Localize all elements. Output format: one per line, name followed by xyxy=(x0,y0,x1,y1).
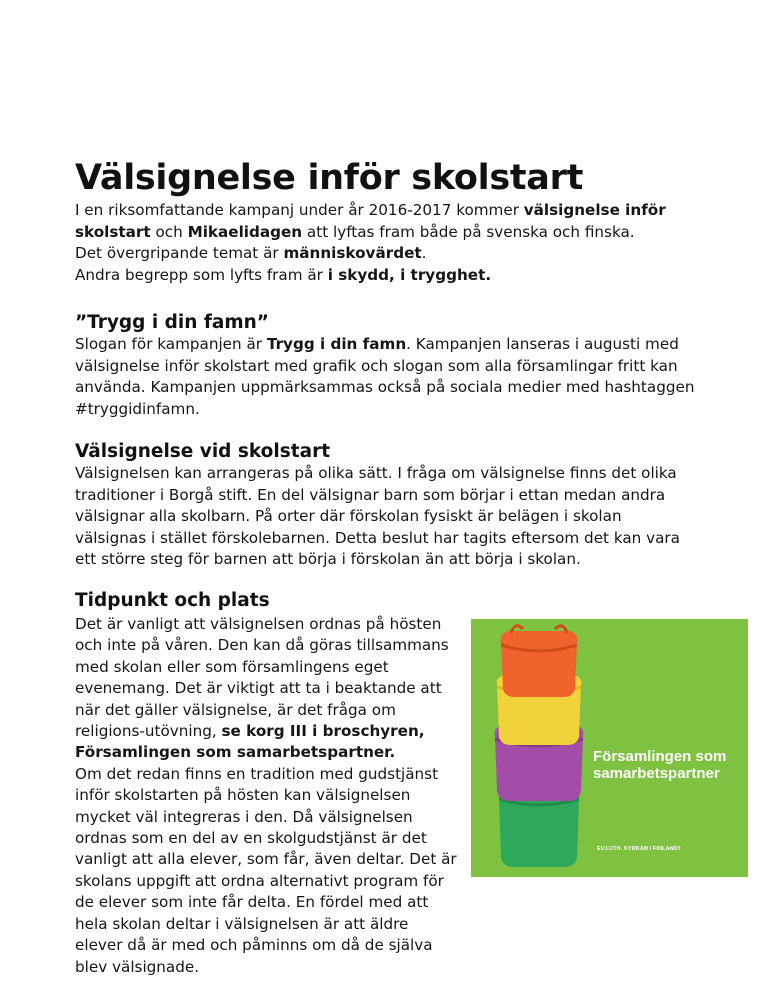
intro-line-1: I en riksomfattande kampanj under år 2016-2017 kommer välsignelse inför xyxy=(75,201,666,219)
time-place-paragraph xyxy=(75,614,460,978)
brochure-title: Församlingen som samarbetspartner xyxy=(593,748,727,782)
intro-line-3: Det övergripande temat är människovärdet. xyxy=(75,244,427,263)
slogan-heading: ”Trygg i din famn” xyxy=(75,312,269,333)
intro-line-4: Andra begrepp som lyfts fram är i skydd, i trygghet. xyxy=(75,265,492,284)
brochure-cover-image xyxy=(471,619,748,877)
blessing-heading: Välsignelse vid skolstart xyxy=(75,441,331,462)
blessing-paragraph: Välsignelsen kan arrangeras på olika sätt. I fråga om välsignelse finns det olika traditioner i Borgå stift. En del välsignar barn som börjar i ettan medan andra välsignar alla skolbarn. På orter där förskolan fysiskt är belägen i skolan välsignas i stället förskolebarnen. Detta beslut har tagits eftersom det kan vara ett större steg för barnen att börja i förskolan än att börja i skolan. xyxy=(75,464,680,569)
brochure-organization: EV.LUTH. KYRKAN I FINLAND† xyxy=(597,846,681,852)
intro-paragraph xyxy=(75,200,695,286)
cross-icon: † xyxy=(677,846,681,852)
time-place-text-1: Det är vanligt att välsignelsen ordnas på hösten och inte på våren. Den kan då göras tillsammans med skolan eller som församlingens eget evenemang. Det är viktigt att ta i beaktande att när det gäller välsignelse, är det fråga om religions-utövning, se korg III i broschyren, Församlingen som samarbetspartner. xyxy=(75,615,449,762)
time-place-text-2: Om det redan finns en tradition med gudstjänst inför skolstarten på hösten kan välsignelsen mycket väl integreras i den. Då välsignelsen ordnas som en del av en skolgudstjänst är det vanligt att alla elever, som får, även deltar. Det är skolans uppgift att ordna alternativt program för de elever som inte får delta. En fördel med att hela skolan deltar i välsignelsen är att äldre elever då är med och påminns om då de själva blev välsignade. xyxy=(75,764,457,976)
time-place-heading: Tidpunkt och plats xyxy=(75,590,270,611)
intro-line-2: skolstart och Mikaelidagen att lyftas fram både på svenska och finska. xyxy=(75,222,635,241)
page-title: Välsignelse inför skolstart xyxy=(75,158,583,198)
slogan-paragraph: Slogan för kampanjen är Trygg i din famn. Kampanjen lanseras i augusti med välsignelse inför skolstart med grafik och slogan som alla församlingar fritt kan använda. Kampanjen uppmärksammas också på sociala medier med hashtaggen #tryggidinfamn. xyxy=(75,335,695,418)
